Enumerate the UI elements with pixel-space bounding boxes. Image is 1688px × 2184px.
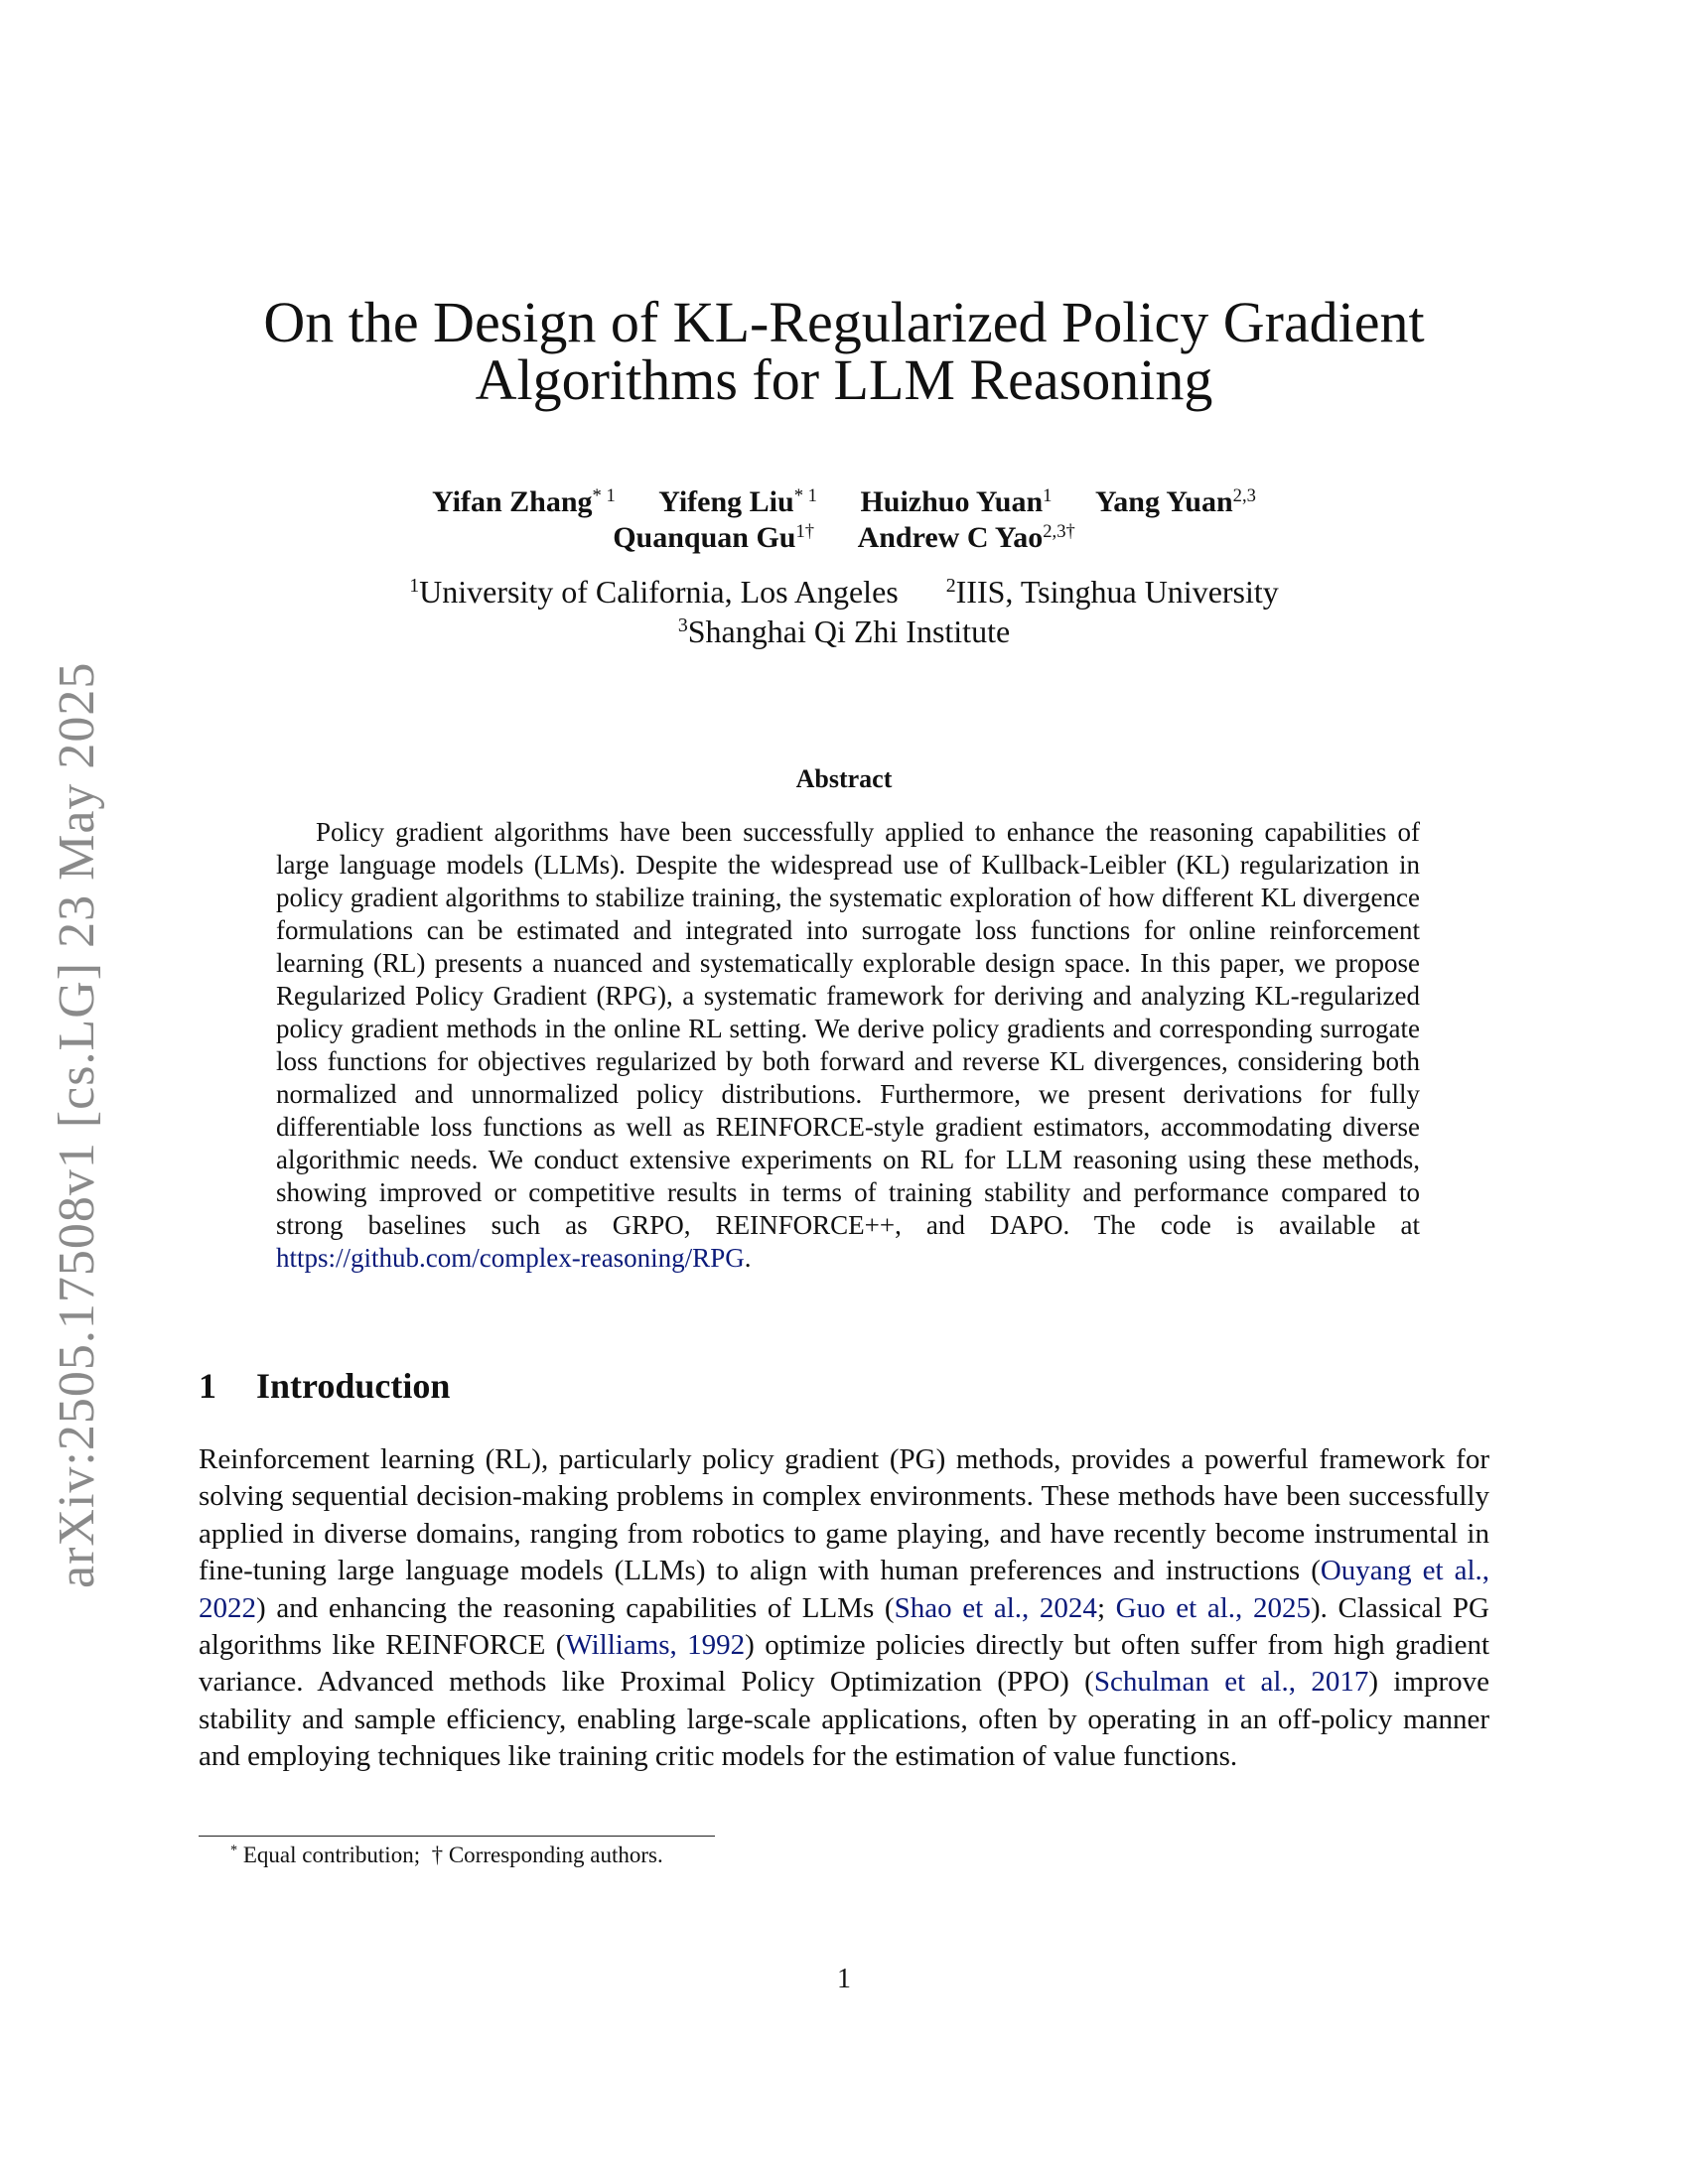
citation-link[interactable]: Guo et al., 2025 (1115, 1591, 1311, 1624)
abstract-paragraph: Policy gradient algorithms have been successfully applied to enhance the reasoning capabilities of large language models (LLMs). Despite the widespread use of Kullback-Leibler (KL) regularization in policy gradient algorithms to stabilize training, the systematic exploration of how different KL divergence formulations can be estimated and integrated into surrogate loss functions for online reinforcement learning (RL) presents a nuanced and systematically explorable design space. In this paper, we propose Regularized Policy Gradient (RPG), a systematic framework for deriving and analyzing KL-regularized policy gradient methods in the online RL setting. We derive policy gradients and corresponding surrogate loss functions for objectives regularized by both forward and reverse KL divergences, considering both normalized and unnormalized policy distributions. Furthermore, we present derivations for fully differentiable loss functions as well as REINFORCE-style gradient estimators, accommodating diverse algorithmic needs. We conduct extensive experiments on RL for LLM reasoning using these methods, showing improved or competitive results in terms of training stability and performance compared to strong baselines such as GRPO, REINFORCE++, and DAPO. The code is available at https://github.com/complex-reasoning/RPG. (276, 817, 1420, 1273)
section-heading-introduction (199, 1365, 450, 1407)
author-row-1 (0, 484, 1688, 520)
section-title: Introduction (256, 1366, 451, 1406)
paper-title (0, 290, 1688, 412)
arxiv-identifier-stamp: arXiv:2505.17508v1 [cs.LG] 23 May 2025 (49, 661, 105, 1588)
citation-link[interactable]: Ouyang et al., 2022 (199, 1555, 1489, 1624)
author: Yifeng Liu$^{* 1}$ (658, 484, 817, 518)
introduction-body (199, 1441, 1489, 1776)
author-row-2 (0, 520, 1688, 556)
section-number: 1 (199, 1366, 216, 1406)
introduction-paragraph: Reinforcement learning (RL), particularly policy gradient (PG) methods, provides a powerful framework for solving sequential decision-making problems in complex environments. These methods have been successfully applied in diverse domains, ranging from robotics to game playing, and have recently become instrumental in fine-tuning large language models (LLMs) to align with human preferences and instructions (Ouyang et al., 2022) and enhancing the reasoning capabilities of LLMs (Shao et al., 2024; Guo et al., 2025). Classical PG algorithms like REINFORCE (Williams, 1992) optimize policies directly but often suffer from high gradient variance. Advanced methods like Proximal Policy Optimization (PPO) (Schulman et al., 2017) improve stability and sample efficiency, enabling large-scale applications, often by operating in an off-policy manner and employing techniques like training critic models for the estimation of value functions. (199, 1443, 1490, 1773)
author: Yang Yuan$^{2,3}$ (1094, 484, 1256, 518)
author-list (0, 484, 1688, 556)
affiliation: $^2$IIIS, Tsinghua University (945, 574, 1279, 610)
author: Quanquan $Gu^{1\dagger}$ (613, 520, 815, 554)
title-line-2: Algorithms for LLM Reasoning (475, 347, 1213, 412)
affiliation: $^1$University of California, Los Angeles (409, 574, 899, 610)
citation-link[interactable]: Shao et al., 2024 (894, 1591, 1097, 1624)
affiliation-row-1 (0, 572, 1688, 612)
affiliation-list (0, 572, 1688, 651)
footnote-divider (199, 1836, 715, 1837)
citation-link[interactable]: Schulman et al., 2017 (1093, 1666, 1369, 1699)
title-line-1: On the Design of KL-Regularized Policy Gradient (263, 290, 1425, 354)
footnote: * Equal contribution; † Corresponding authors. (230, 1843, 663, 1867)
affiliation: $^3$Shanghai Qi Zhi Institute (677, 614, 1011, 649)
author: Huizhuo Yuan$^1$ (860, 484, 1053, 518)
page-number: 1 (837, 1964, 851, 1994)
author: Andrew C Yao$^{2,3\dagger}$ (857, 520, 1075, 554)
abstract-body (276, 816, 1420, 1275)
abstract-heading: Abstract (795, 764, 893, 793)
citation-link[interactable]: Williams, 1992 (565, 1629, 746, 1662)
author: Yifan Zhang$^{* 1}$ (432, 484, 616, 518)
affiliation-row-2 (0, 612, 1688, 651)
code-repository-link[interactable]: https://github.com/complex-reasoning/RPG (276, 1243, 745, 1273)
